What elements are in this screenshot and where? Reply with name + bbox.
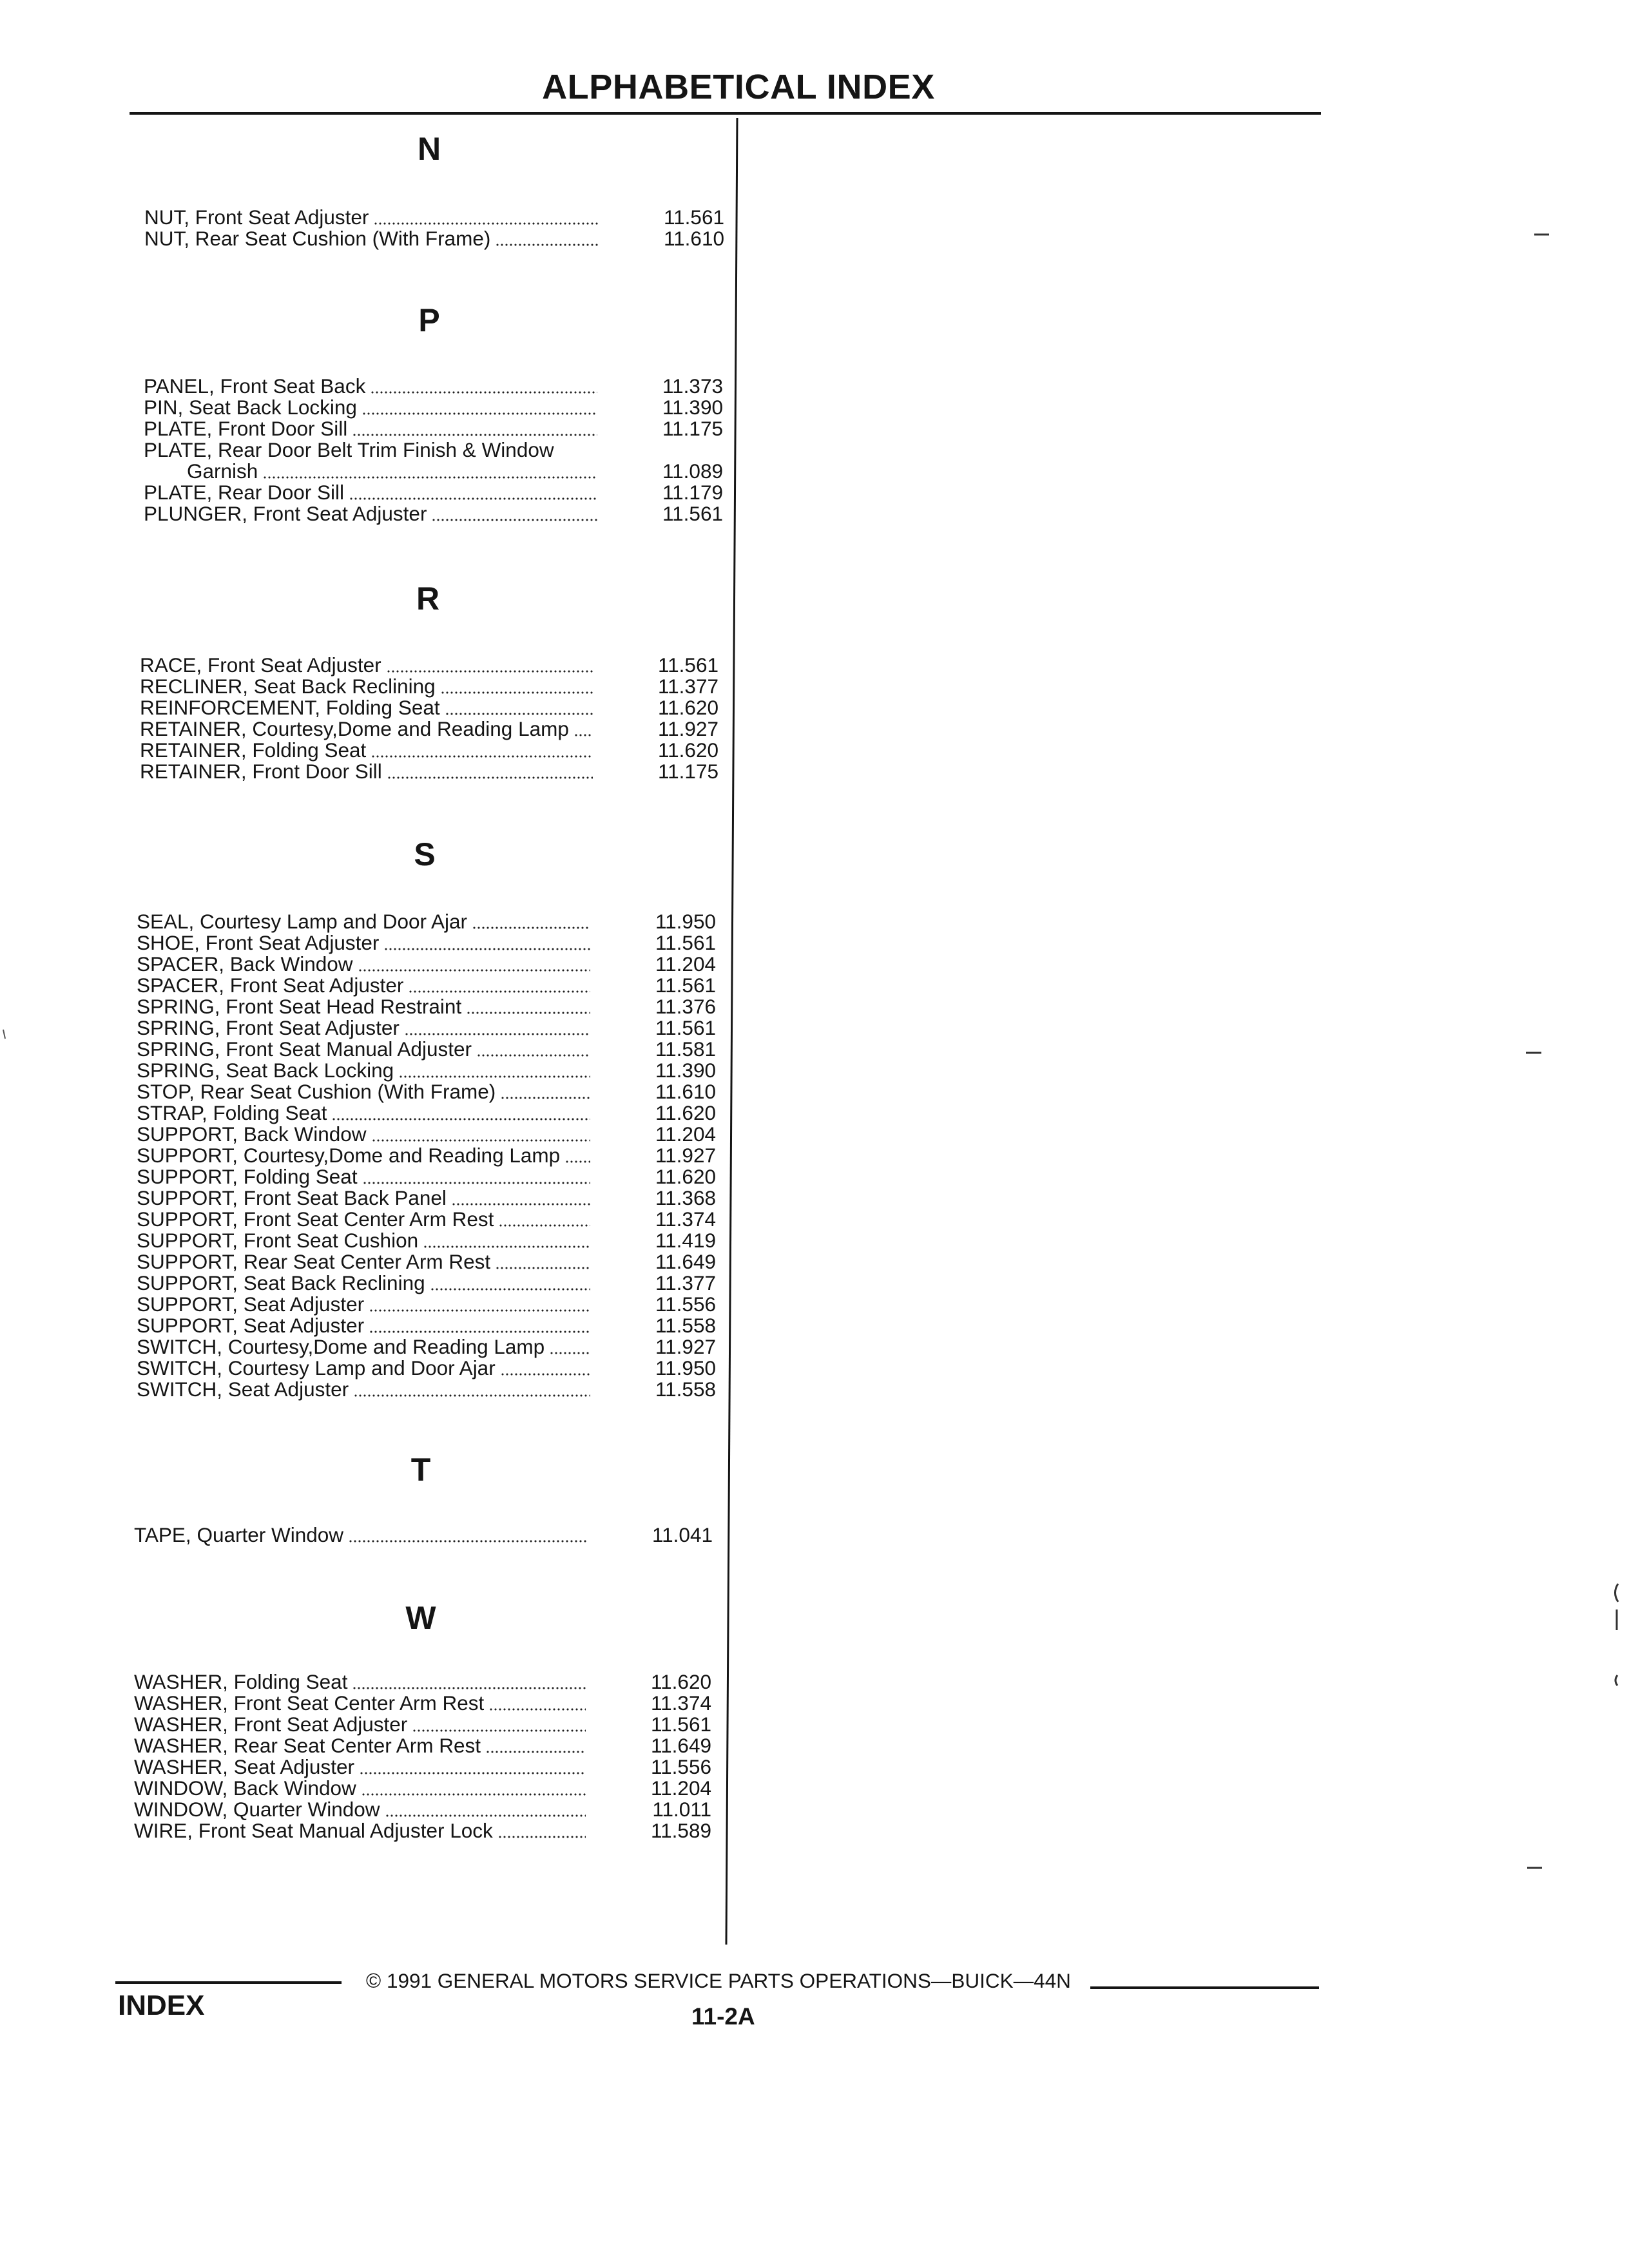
entry-page-ref: 11.011 [652,1798,711,1821]
index-entry [144,503,723,524]
section-letter-t: T [410,1452,431,1488]
entry-page-ref: 11.950 [655,1356,716,1379]
entry-part-name: SPACER, Back Window [137,952,353,975]
entry-part-name: TAPE, Quarter Window [134,1523,344,1546]
entry-part-name: WASHER, Seat Adjuster [134,1755,354,1778]
section-letter-w: W [405,1600,436,1636]
entry-page-ref: 11.204 [655,952,716,975]
entry-page-ref: 11.377 [657,675,718,698]
entry-part-name: NUT, Front Seat Adjuster [144,206,369,229]
entry-part-name: SPRING, Front Seat Adjuster [137,1016,400,1039]
index-entry [137,1102,716,1124]
entry-part-name: RETAINER, Courtesy,Dome and Reading Lamp [140,717,569,740]
index-entry [144,376,723,397]
section-letter-p: P [418,302,440,338]
entry-page-ref: 11.649 [655,1250,716,1273]
index-entry [140,718,718,740]
entry-part-name: SUPPORT, Back Window [137,1122,367,1146]
entry-part-name: WIRE, Front Seat Manual Adjuster Lock [134,1819,493,1842]
entry-page-ref: 11.373 [662,374,723,398]
dot-leader [550,1352,590,1354]
entry-part-name: SPRING, Front Seat Head Restraint [137,995,462,1018]
dot-leader [413,1729,586,1732]
dot-leader [446,713,593,715]
index-entry [134,1756,711,1778]
index-entry [134,1524,713,1546]
entry-part-name: STRAP, Folding Seat [137,1101,327,1124]
entry-part-name: PANEL, Front Seat Back [144,374,366,398]
entry-page-ref: 11.561 [655,974,716,997]
index-entry [137,1379,716,1400]
dot-leader [400,1075,590,1078]
index-entry [144,228,724,249]
entry-part-name: SUPPORT, Front Seat Back Panel [137,1186,447,1209]
index-entry [144,207,724,228]
entry-page-ref: 11.558 [655,1314,716,1337]
dot-leader [452,1203,590,1206]
entry-part-name: WINDOW, Back Window [134,1776,356,1800]
dot-leader [359,969,590,972]
dot-leader [360,1772,586,1774]
index-entry [137,1124,716,1145]
entry-part-name: RETAINER, Front Door Sill [140,760,382,783]
dot-leader [496,244,599,246]
entry-page-ref: 11.390 [655,1059,716,1082]
index-entry [140,761,718,782]
entry-page-ref: 11.561 [655,1016,716,1039]
index-entry [137,1017,716,1039]
entry-page-ref: 11.561 [650,1713,711,1736]
index-entry-continued [144,461,723,482]
index-entry [137,1039,716,1060]
entry-part-name: RETAINER, Folding Seat [140,738,367,762]
entry-part-name: SPRING, Seat Back Locking [137,1059,394,1082]
dot-leader [354,1394,590,1397]
dot-leader [477,1054,590,1057]
entry-part-name: SUPPORT, Seat Back Reclining [137,1271,425,1294]
entry-part-name: WASHER, Rear Seat Center Arm Rest [134,1734,481,1757]
entry-page-ref: 11.950 [655,910,716,933]
index-entry [137,932,716,954]
index-entry [144,439,723,461]
index-entry [144,397,723,418]
index-entry [134,1671,711,1693]
entry-page-ref: 11.089 [662,459,723,483]
scan-mark [3,1030,5,1039]
dot-leader [353,434,597,436]
entry-part-name: SUPPORT, Front Seat Center Arm Rest [137,1207,494,1231]
entry-part-name: PLATE, Rear Door Belt Trim Finish & Window [144,438,554,461]
dot-leader [353,1687,586,1689]
section-entries-w [134,1671,711,1841]
section-letter-n: N [417,131,441,167]
scan-mark [1615,1675,1617,1686]
entry-page-ref: 11.620 [657,738,718,762]
entry-page-ref: 11.419 [655,1229,716,1252]
entry-page-ref: 11.175 [657,760,718,783]
entry-page-ref: 11.581 [655,1037,716,1061]
entry-part-name: SPRING, Front Seat Manual Adjuster [137,1037,472,1061]
entry-part-name: SUPPORT, Seat Adjuster [137,1314,365,1337]
section-entries-p [144,376,723,524]
entry-page-ref: 11.610 [655,1080,716,1103]
index-entry [134,1778,711,1799]
dot-leader [385,948,590,950]
page-title: ALPHABETICAL INDEX [542,68,935,106]
index-entry [134,1799,711,1820]
entry-page-ref: 11.649 [650,1734,711,1757]
index-entry [134,1735,711,1756]
entry-page-ref: 11.927 [655,1144,716,1167]
dot-leader [441,691,593,694]
entry-page-ref: 11.179 [662,481,723,504]
index-entry [137,1060,716,1081]
entry-page-ref: 11.175 [662,417,723,440]
index-entry [137,1358,716,1379]
entry-page-ref: 11.558 [655,1378,716,1401]
entry-part-name: NUT, Rear Seat Cushion (With Frame) [144,227,491,250]
entry-part-name: SUPPORT, Folding Seat [137,1165,358,1188]
index-entry [137,975,716,996]
index-entry [137,911,716,932]
entry-page-ref: 11.561 [663,206,724,229]
dot-leader [372,755,593,758]
entry-page-ref: 11.374 [655,1207,716,1231]
dot-leader [362,1793,586,1796]
entry-page-ref: 11.374 [650,1691,711,1715]
index-entry [137,1166,716,1187]
entry-part-name: SPACER, Front Seat Adjuster [137,974,404,997]
entry-part-name: SUPPORT, Seat Adjuster [137,1293,365,1316]
dot-leader [371,391,597,394]
dot-leader [424,1245,590,1248]
dot-leader [264,476,597,479]
dot-leader [432,519,597,521]
index-entry [140,740,718,761]
entry-page-ref: 11.561 [662,502,723,525]
dot-leader [501,1097,590,1099]
entry-part-name: SHOE, Front Seat Adjuster [137,931,380,954]
entry-page-ref: 11.204 [650,1776,711,1800]
entry-part-name: SEAL, Courtesy Lamp and Door Ajar [137,910,468,933]
section-entries-n [144,207,724,249]
dot-leader [501,1373,590,1376]
entry-page-ref: 11.376 [655,995,716,1018]
index-entry [140,676,718,697]
entry-page-ref: 11.377 [655,1271,716,1294]
entry-page-ref: 11.041 [651,1523,713,1546]
footer-copyright: © 1991 GENERAL MOTORS SERVICE PARTS OPERATIONS—BUICK—44N [366,1969,1071,1992]
entry-part-name: WINDOW, Quarter Window [134,1798,380,1821]
entry-part-name: REINFORCEMENT, Folding Seat [140,696,440,719]
entry-part-name: WASHER, Front Seat Adjuster [134,1713,408,1736]
entry-part-name: WASHER, Front Seat Center Arm Rest [134,1691,485,1715]
entry-page-ref: 11.561 [657,653,718,677]
dot-leader [467,1012,590,1014]
entry-part-name: SWITCH, Courtesy,Dome and Reading Lamp [137,1335,545,1358]
index-entry [144,418,723,439]
index-entry [137,1187,716,1209]
dot-leader [473,927,590,929]
index-entry [144,482,723,503]
entry-part-name: PLATE, Front Door Sill [144,417,348,440]
section-entries-r [140,655,718,782]
dot-leader [490,1708,586,1711]
index-entry [137,1145,716,1166]
index-entry [134,1714,711,1735]
dot-leader [363,412,597,415]
entry-page-ref: 11.927 [657,717,718,740]
entry-page-ref: 11.620 [657,696,718,719]
index-entry [134,1820,711,1841]
index-entry [134,1693,711,1714]
index-entry [137,1251,716,1273]
index-entry [137,954,716,975]
entry-page-ref: 11.620 [655,1165,716,1188]
entry-part-name: SUPPORT, Rear Seat Center Arm Rest [137,1250,491,1273]
index-entry [140,697,718,718]
dot-leader [405,1033,590,1035]
dot-leader [349,1540,587,1542]
entry-part-name: PIN, Seat Back Locking [144,396,357,419]
entry-page-ref: 11.556 [655,1293,716,1316]
dot-leader [386,1814,586,1817]
index-entry [137,1081,716,1102]
entry-page-ref: 11.620 [655,1101,716,1124]
entry-page-ref: 11.204 [655,1122,716,1146]
section-entries-t [134,1524,713,1546]
dot-leader [363,1182,590,1184]
footer-section-label: INDEX [118,1990,205,2021]
dot-leader [566,1160,590,1163]
entry-page-ref: 11.556 [650,1755,711,1778]
entry-part-name: SWITCH, Seat Adjuster [137,1378,349,1401]
dot-leader [370,1331,590,1333]
index-entry [137,1336,716,1358]
column-divider [726,118,737,1945]
entry-page-ref: 11.610 [663,227,724,250]
dot-leader [575,734,593,736]
entry-part-name: STOP, Rear Seat Cushion (With Frame) [137,1080,496,1103]
section-entries-s [137,911,716,1400]
index-entry [137,996,716,1017]
dot-leader [372,1139,590,1142]
entry-part-name: SUPPORT, Front Seat Cushion [137,1229,419,1252]
entry-page-ref: 11.927 [655,1335,716,1358]
scan-mark [1615,1584,1619,1602]
dot-leader [409,990,590,993]
dot-leader [370,1309,590,1312]
dot-leader [387,670,593,673]
index-entry [140,655,718,676]
entry-page-ref: 11.589 [650,1819,711,1842]
entry-page-ref: 11.368 [655,1186,716,1209]
entry-part-name: PLATE, Rear Door Sill [144,481,345,504]
entry-page-ref: 11.561 [655,931,716,954]
dot-leader [499,1836,586,1838]
dot-leader [350,497,597,500]
dot-leader [487,1751,586,1753]
entry-part-name: SWITCH, Courtesy Lamp and Door Ajar [137,1356,496,1379]
section-letter-r: R [416,581,440,617]
dot-leader [388,776,593,779]
entry-part-name: SUPPORT, Courtesy,Dome and Reading Lamp [137,1144,561,1167]
dot-leader [333,1118,590,1120]
dot-leader [496,1267,590,1269]
dot-leader [374,222,599,225]
entry-part-name-continued: Garnish [187,459,258,483]
entry-page-ref: 11.620 [650,1670,711,1693]
section-letter-s: S [414,836,436,872]
entry-page-ref: 11.390 [662,396,723,419]
entry-part-name: RECLINER, Seat Back Reclining [140,675,436,698]
entry-part-name: WASHER, Folding Seat [134,1670,348,1693]
index-entry [137,1315,716,1336]
dot-leader [431,1288,590,1291]
dot-leader [499,1224,590,1227]
index-entry [137,1273,716,1294]
index-entry [137,1230,716,1251]
entry-part-name: RACE, Front Seat Adjuster [140,653,381,677]
entry-part-name: PLUNGER, Front Seat Adjuster [144,502,427,525]
page-number: 11-2A [691,2003,755,2030]
index-entry [137,1209,716,1230]
index-entry [137,1294,716,1315]
